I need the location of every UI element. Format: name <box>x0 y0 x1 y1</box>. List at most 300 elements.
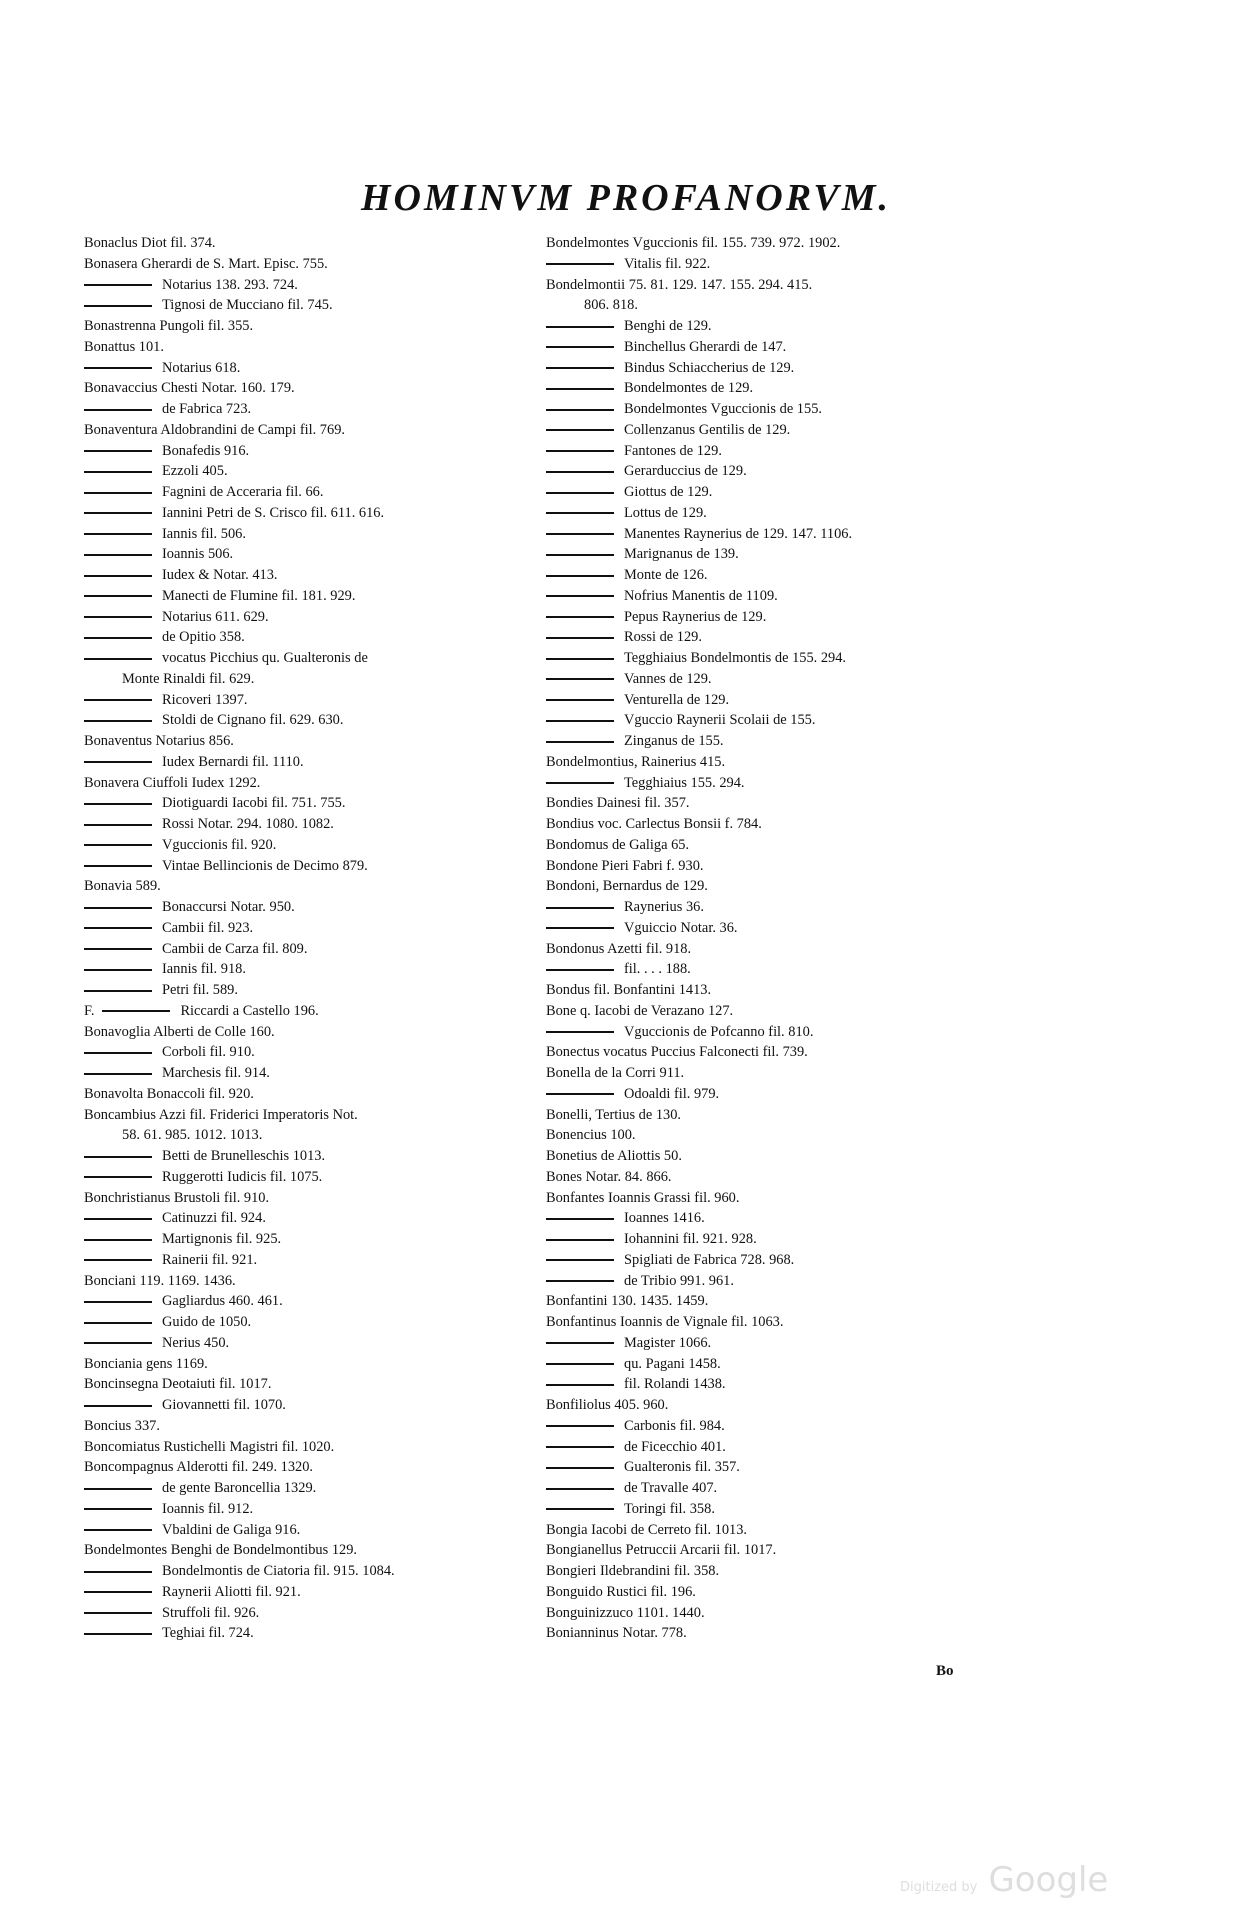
index-entry <box>546 1623 966 1644</box>
index-entry <box>84 1416 546 1437</box>
index-subentry <box>546 1374 966 1395</box>
entry-text: Bondelmontes Vguccionis de 155. <box>624 401 822 417</box>
ditto-dash <box>84 1259 152 1261</box>
ditto-dash <box>546 1467 614 1469</box>
index-subentry <box>546 1271 966 1292</box>
index-subentry <box>546 1354 966 1375</box>
index-subentry <box>84 752 546 773</box>
entry-text: Bonciania gens 1169. <box>84 1355 208 1372</box>
ditto-dash <box>546 907 614 909</box>
index-subentry <box>546 918 966 939</box>
entry-text: Bonaventura Aldobrandini de Campi fil. 769. <box>84 421 345 438</box>
ditto-dash <box>546 471 614 473</box>
entry-text: de Opitio 358. <box>162 629 245 646</box>
ditto-dash <box>84 803 152 805</box>
ditto-dash <box>84 907 152 909</box>
ditto-dash <box>546 450 614 452</box>
ditto-dash <box>84 927 152 929</box>
entry-text: Catinuzzi fil. 924. <box>162 1210 266 1227</box>
index-column-left <box>84 233 546 1644</box>
index-entry <box>546 275 966 296</box>
index-entry <box>546 1520 966 1541</box>
index-subentry <box>84 275 546 296</box>
ditto-dash <box>84 1405 152 1407</box>
index-entry <box>546 1582 966 1603</box>
ditto-dash <box>546 1093 614 1095</box>
ditto-dash <box>546 782 614 784</box>
index-entry <box>84 420 546 441</box>
ditto-dash <box>84 533 152 535</box>
index-subentry <box>84 690 546 711</box>
entry-text: Bondelmontis de Ciatoria fil. 915. 1084. <box>162 1563 395 1579</box>
entry-text: Marignanus de 139. <box>624 546 739 563</box>
index-subentry <box>84 1395 546 1416</box>
index-entry <box>84 254 546 275</box>
entry-text: Iohannini fil. 921. 928. <box>624 1231 757 1247</box>
index-subentry <box>546 1084 966 1105</box>
entry-text: Zinganus de 155. <box>624 733 724 749</box>
entry-text: Bondelmontii 75. 81. 129. 147. 155. 294. 415. <box>546 276 813 293</box>
entry-text: Tegghiaius Bondelmontis de 155. 294. <box>624 650 847 666</box>
ditto-dash <box>546 1342 614 1344</box>
ditto-dash <box>546 575 614 577</box>
entry-text: Vguiccio Notar. 36. <box>624 919 738 936</box>
ditto-dash <box>84 284 152 286</box>
entry-text: Gagliardus 460. 461. <box>162 1293 283 1310</box>
index-subentry <box>546 1229 966 1250</box>
index-subentry <box>84 358 546 379</box>
ditto-dash <box>546 658 614 660</box>
ditto-dash <box>546 720 614 722</box>
entry-text: Rainerii fil. 921. <box>162 1251 258 1268</box>
entry-text: Nofrius Manentis de 1109. <box>624 587 778 604</box>
page-title: HOMINVM PROFANORVM. <box>360 177 892 219</box>
entry-text: Bone q. Iacobi de Verazano 127. <box>546 1002 734 1019</box>
entry-text: vocatus Picchius qu. Gualteronis de <box>162 650 368 666</box>
entry-text: Guido de 1050. <box>162 1314 252 1330</box>
entry-text: qu. Pagani 1458. <box>624 1355 721 1372</box>
entry-text: Bonchristianus Brustoli fil. 910. <box>84 1189 270 1206</box>
ditto-dash <box>546 1446 614 1448</box>
index-subentry <box>84 565 546 586</box>
index-subentry <box>84 1146 546 1167</box>
ditto-dash <box>84 471 152 473</box>
entry-text: Vguccionis de Pofcanno fil. 810. <box>624 1023 814 1040</box>
index-subentry <box>546 731 966 752</box>
entry-text: Riccardi a Castello 196. <box>180 1002 319 1019</box>
entry-text: Bondelmontes Vguccionis fil. 155. 739. 972. 1902. <box>546 235 841 251</box>
entry-text: fil. . . . 188. <box>624 961 691 978</box>
index-subentry <box>546 710 966 731</box>
entry-text: de gente Baroncellia 1329. <box>162 1480 317 1496</box>
entry-text: Bondone Pieri Fabri f. 930. <box>546 857 704 874</box>
ditto-dash <box>84 595 152 597</box>
entry-text: Bondies Dainesi fil. 357. <box>546 795 690 812</box>
index-subentry <box>546 337 966 358</box>
ditto-dash <box>546 1259 614 1261</box>
index-subentry <box>546 1208 966 1229</box>
index-subentry <box>546 378 966 399</box>
entry-text: Bonianninus Notar. 778. <box>546 1625 687 1642</box>
index-subentry <box>546 1022 966 1043</box>
entry-text: Bonguinizzuco 1101. 1440. <box>546 1604 705 1621</box>
index-subentry <box>546 544 966 565</box>
index-subentry <box>546 773 966 794</box>
ditto-dash <box>84 865 152 867</box>
index-entry <box>84 233 546 254</box>
entry-text: Vbaldini de Galiga 916. <box>162 1521 301 1538</box>
entry-text: Bindus Schiaccherius de 129. <box>624 359 795 376</box>
entry-text: Venturella de 129. <box>624 691 730 708</box>
entry-text: Bonaccursi Notar. 950. <box>162 899 295 915</box>
index-subentry <box>84 482 546 503</box>
entry-text: Vintae Bellincionis de Decimo 879. <box>162 857 368 874</box>
ditto-dash <box>546 326 614 328</box>
entry-text: Diotiguardi Iacobi fil. 751. 755. <box>162 795 346 812</box>
entry-text: Rossi Notar. 294. 1080. 1082. <box>162 816 334 832</box>
ditto-dash <box>546 699 614 701</box>
entry-text: Spigliati de Fabrica 728. 968. <box>624 1251 795 1268</box>
entry-text: Toringi fil. 358. <box>624 1500 715 1517</box>
entry-text: Benghi de 129. <box>624 318 712 334</box>
index-subentry <box>84 1291 546 1312</box>
ditto-dash <box>84 1633 152 1635</box>
entry-text: 58. 61. 985. 1012. 1013. <box>122 1127 263 1144</box>
index-subentry <box>84 441 546 462</box>
index-entry <box>84 1271 546 1292</box>
entry-text: Bondelmontius, Rainerius 415. <box>546 753 726 770</box>
entry-text: Bonfantes Ioannis Grassi fil. 960. <box>546 1189 740 1206</box>
index-subentry <box>84 1520 546 1541</box>
index-entry <box>84 1125 546 1146</box>
ditto-dash <box>546 678 614 680</box>
entry-text: Bongieri Ildebrandini fil. 358. <box>546 1563 720 1579</box>
ditto-dash <box>84 512 152 514</box>
watermark-digitized-by: Digitized by <box>900 1880 978 1895</box>
ditto-dash <box>546 346 614 348</box>
index-entry <box>84 669 546 690</box>
index-subentry <box>546 669 966 690</box>
index-entry <box>546 752 966 773</box>
index-subentry <box>84 503 546 524</box>
index-subentry <box>84 1623 546 1644</box>
ditto-dash <box>546 492 614 494</box>
entry-text: Lottus de 129. <box>624 504 707 521</box>
ditto-dash <box>84 1571 152 1573</box>
ditto-dash <box>546 409 614 411</box>
entry-text: Iudex Bernardi fil. 1110. <box>162 753 304 770</box>
ditto-dash <box>84 824 152 826</box>
entry-text: Ioannis 506. <box>162 546 234 563</box>
entry-text: Bonfantini 130. 1435. 1459. <box>546 1293 709 1310</box>
index-entry <box>546 1042 966 1063</box>
ditto-dash <box>546 1488 614 1490</box>
entry-text: Bondius voc. Carlectus Bonsii f. 784. <box>546 816 762 832</box>
ditto-dash <box>546 1363 614 1365</box>
ditto-dash <box>84 409 152 411</box>
index-subentry <box>84 1042 546 1063</box>
entry-text: fil. Rolandi 1438. <box>624 1376 726 1393</box>
entry-text: Ezzoli 405. <box>162 463 228 480</box>
index-entry <box>84 1022 546 1043</box>
index-entry <box>546 793 966 814</box>
index-entry <box>84 1374 546 1395</box>
index-subentry <box>84 627 546 648</box>
index-entry <box>84 731 546 752</box>
index-entry <box>546 1291 966 1312</box>
entry-text: Bonavia 589. <box>84 878 161 895</box>
entry-text: Tignosi de Mucciano fil. 745. <box>162 297 333 314</box>
index-subentry <box>546 897 966 918</box>
ditto-dash <box>546 512 614 514</box>
entry-text: Notarius 138. 293. 724. <box>162 276 298 293</box>
ditto-dash <box>84 554 152 556</box>
ditto-dash <box>84 1156 152 1158</box>
entry-text: Bonastrenna Pungoli fil. 355. <box>84 318 254 334</box>
ditto-dash <box>84 948 152 950</box>
ditto-dash <box>546 741 614 743</box>
ditto-dash <box>84 761 152 763</box>
index-entry <box>546 1105 966 1126</box>
index-column-right <box>546 233 966 1644</box>
entry-text: Bonasera Gherardi de S. Mart. Episc. 755. <box>84 255 328 272</box>
entry-text: 806. 818. <box>584 297 638 314</box>
entry-text: Manecti de Flumine fil. 181. 929. <box>162 587 356 604</box>
entry-text: Cambii fil. 923. <box>162 919 254 936</box>
entry-text: Boncomiatus Rustichelli Magistri fil. 1020. <box>84 1438 335 1455</box>
ditto-dash <box>84 305 152 307</box>
entry-text: Binchellus Gherardi de 147. <box>624 338 787 355</box>
entry-text: Bonfiliolus 405. 960. <box>546 1397 669 1413</box>
entry-text: Bongia Iacobi de Cerreto fil. 1013. <box>546 1521 748 1538</box>
index-entry <box>84 337 546 358</box>
index-entry <box>546 939 966 960</box>
entry-text: Raynerius 36. <box>624 899 704 915</box>
index-entry <box>546 980 966 1001</box>
index-subentry <box>84 1333 546 1354</box>
ditto-dash <box>84 1176 152 1178</box>
ditto-dash <box>546 1508 614 1510</box>
index-subentry <box>546 1250 966 1271</box>
entry-text: Boncambius Azzi fil. Friderici Imperatoris Not. <box>84 1106 358 1123</box>
index-subentry <box>546 1416 966 1437</box>
ditto-dash <box>84 1591 152 1593</box>
index-entry <box>84 1540 546 1561</box>
entry-text: Vannes de 129. <box>624 670 712 687</box>
index-entry <box>546 1540 966 1561</box>
index-entry <box>546 876 966 897</box>
index-subentry <box>546 607 966 628</box>
index-entry <box>546 1188 966 1209</box>
entry-text: Martignonis fil. 925. <box>162 1231 282 1247</box>
index-subentry <box>546 1333 966 1354</box>
entry-text: Ioannis fil. 912. <box>162 1500 254 1517</box>
ditto-dash <box>84 1218 152 1220</box>
index-subentry <box>84 959 546 980</box>
entry-text: Bondelmontes Benghi de Bondelmontibus 129. <box>84 1542 358 1559</box>
ditto-dash <box>84 637 152 639</box>
index-entry <box>84 378 546 399</box>
entry-text: Boncius 337. <box>84 1417 160 1434</box>
entry-text: Boncompagnus Alderotti fil. 249. 1320. <box>84 1459 314 1476</box>
ditto-dash <box>546 927 614 929</box>
index-entry <box>546 1001 966 1022</box>
index-subentry <box>84 897 546 918</box>
index-subentry <box>84 1229 546 1250</box>
ditto-dash <box>84 720 152 722</box>
google-watermark <box>900 1860 1108 1900</box>
ditto-dash <box>546 616 614 618</box>
entry-text: Bondelmontes de 129. <box>624 380 754 397</box>
entry-text: Bonavaccius Chesti Notar. 160. 179. <box>84 380 295 397</box>
ditto-dash <box>546 595 614 597</box>
entry-text: Pepus Raynerius de 129. <box>624 608 767 625</box>
index-entry <box>546 1146 966 1167</box>
entry-text: Teghiai fil. 724. <box>162 1625 254 1642</box>
index-entry <box>84 1457 546 1478</box>
ditto-dash <box>546 969 614 971</box>
index-subentry <box>546 316 966 337</box>
ditto-dash <box>546 429 614 431</box>
index-subentry <box>546 482 966 503</box>
entry-text: Betti de Brunelleschis 1013. <box>162 1148 326 1164</box>
entry-text: Bonattus 101. <box>84 338 164 355</box>
entry-text: Notarius 618. <box>162 359 241 376</box>
entry-text: Bonaclus Diot fil. 374. <box>84 235 216 251</box>
entry-text: Struffoli fil. 926. <box>162 1604 260 1621</box>
entry-text: Ruggerotti Iudicis fil. 1075. <box>162 1168 323 1185</box>
index-subentry <box>546 524 966 545</box>
ditto-dash <box>84 575 152 577</box>
ditto-dash <box>84 969 152 971</box>
index-entry <box>546 1561 966 1582</box>
entry-text: Monte de 126. <box>624 567 708 583</box>
entry-text: Fantones de 129. <box>624 442 722 459</box>
entry-text: Bonavolta Bonaccoli fil. 920. <box>84 1085 254 1102</box>
index-subentry <box>84 648 546 669</box>
ditto-dash <box>546 554 614 556</box>
entry-text: Carbonis fil. 984. <box>624 1417 725 1434</box>
index-entry <box>84 773 546 794</box>
ditto-dash <box>84 1612 152 1614</box>
entry-text: Gerarduccius de 129. <box>624 463 747 480</box>
entry-prefix: F. <box>84 1002 95 1019</box>
entry-text: Bondomus de Galiga 65. <box>546 836 690 853</box>
index-subentry <box>546 1457 966 1478</box>
entry-text: Bongianellus Petruccii Arcarii fil. 1017. <box>546 1542 777 1559</box>
index-subentry <box>546 358 966 379</box>
index-subentry <box>84 856 546 877</box>
ditto-dash <box>84 1529 152 1531</box>
entry-text: Bonciani 119. 1169. 1436. <box>84 1272 236 1289</box>
ditto-dash <box>84 1488 152 1490</box>
ditto-dash <box>84 367 152 369</box>
index-entry <box>84 1354 546 1375</box>
entry-text: Nerius 450. <box>162 1334 230 1351</box>
index-subentry <box>84 544 546 565</box>
entry-text: Bonelli, Tertius de 130. <box>546 1106 682 1123</box>
index-subentry <box>546 461 966 482</box>
ditto-dash <box>546 1031 614 1033</box>
index-entry <box>546 295 966 316</box>
ditto-dash <box>84 1301 152 1303</box>
index-entry <box>546 1312 966 1333</box>
entry-text: de Ficecchio 401. <box>624 1438 726 1455</box>
ditto-dash <box>84 658 152 660</box>
entry-text: Bonectus vocatus Puccius Falconecti fil. 739. <box>546 1044 808 1061</box>
entry-text: Raynerii Aliotti fil. 921. <box>162 1583 301 1600</box>
index-entry <box>84 1437 546 1458</box>
index-subentry <box>546 627 966 648</box>
index-subentry <box>84 1001 546 1022</box>
entry-text: de Fabrica 723. <box>162 401 252 417</box>
index-subentry <box>546 399 966 420</box>
index-subentry <box>546 586 966 607</box>
entry-text: Bondoni, Bernardus de 129. <box>546 878 708 895</box>
entry-text: Bonafedis 916. <box>162 442 250 459</box>
ditto-dash <box>546 263 614 265</box>
index-subentry <box>84 1167 546 1188</box>
index-subentry <box>546 648 966 669</box>
index-subentry <box>84 835 546 856</box>
index-subentry <box>84 586 546 607</box>
index-entry <box>84 876 546 897</box>
entry-text: Ricoveri 1397. <box>162 691 248 708</box>
index-subentry <box>546 1478 966 1499</box>
ditto-dash <box>84 1239 152 1241</box>
ditto-dash <box>546 1384 614 1386</box>
ditto-dash <box>84 699 152 701</box>
entry-text: Giottus de 129. <box>624 484 713 500</box>
entry-text: Cambii de Carza fil. 809. <box>162 940 308 957</box>
index-subentry <box>84 295 546 316</box>
entry-text: de Travalle 407. <box>624 1480 718 1496</box>
entry-text: Odoaldi fil. 979. <box>624 1085 720 1102</box>
watermark-brand: Google <box>988 1860 1109 1900</box>
ditto-dash <box>84 1508 152 1510</box>
index-subentry <box>546 420 966 441</box>
index-subentry <box>84 1312 546 1333</box>
index-entry <box>546 1063 966 1084</box>
entry-text: Bonetius de Aliottis 50. <box>546 1148 682 1164</box>
index-subentry <box>84 1063 546 1084</box>
entry-text: Marchesis fil. 914. <box>162 1065 270 1081</box>
entry-text: de Tribio 991. 961. <box>624 1272 734 1289</box>
ditto-dash <box>546 1280 614 1282</box>
ditto-dash <box>546 1239 614 1241</box>
index-entry <box>84 1188 546 1209</box>
index-subentry <box>84 1499 546 1520</box>
ditto-dash <box>84 450 152 452</box>
entry-text: Bonaventus Notarius 856. <box>84 733 234 749</box>
entry-text: Fagnini de Acceraria fil. 66. <box>162 484 324 500</box>
entry-text: Bondus fil. Bonfantini 1413. <box>546 982 712 998</box>
ditto-dash <box>84 616 152 618</box>
index-entry <box>84 1105 546 1126</box>
index-subentry <box>84 607 546 628</box>
index-subentry <box>546 441 966 462</box>
entry-text: Bonencius 100. <box>546 1127 636 1144</box>
index-subentry <box>546 959 966 980</box>
index-subentry <box>84 1582 546 1603</box>
entry-text: Collenzanus Gentilis de 129. <box>624 421 791 438</box>
index-entry <box>546 856 966 877</box>
index-subentry <box>84 461 546 482</box>
ditto-dash <box>84 1342 152 1344</box>
entry-text: Iannis fil. 918. <box>162 961 246 978</box>
catchword: Bo <box>936 1663 954 1679</box>
entry-text: Gualteronis fil. 357. <box>624 1459 740 1476</box>
